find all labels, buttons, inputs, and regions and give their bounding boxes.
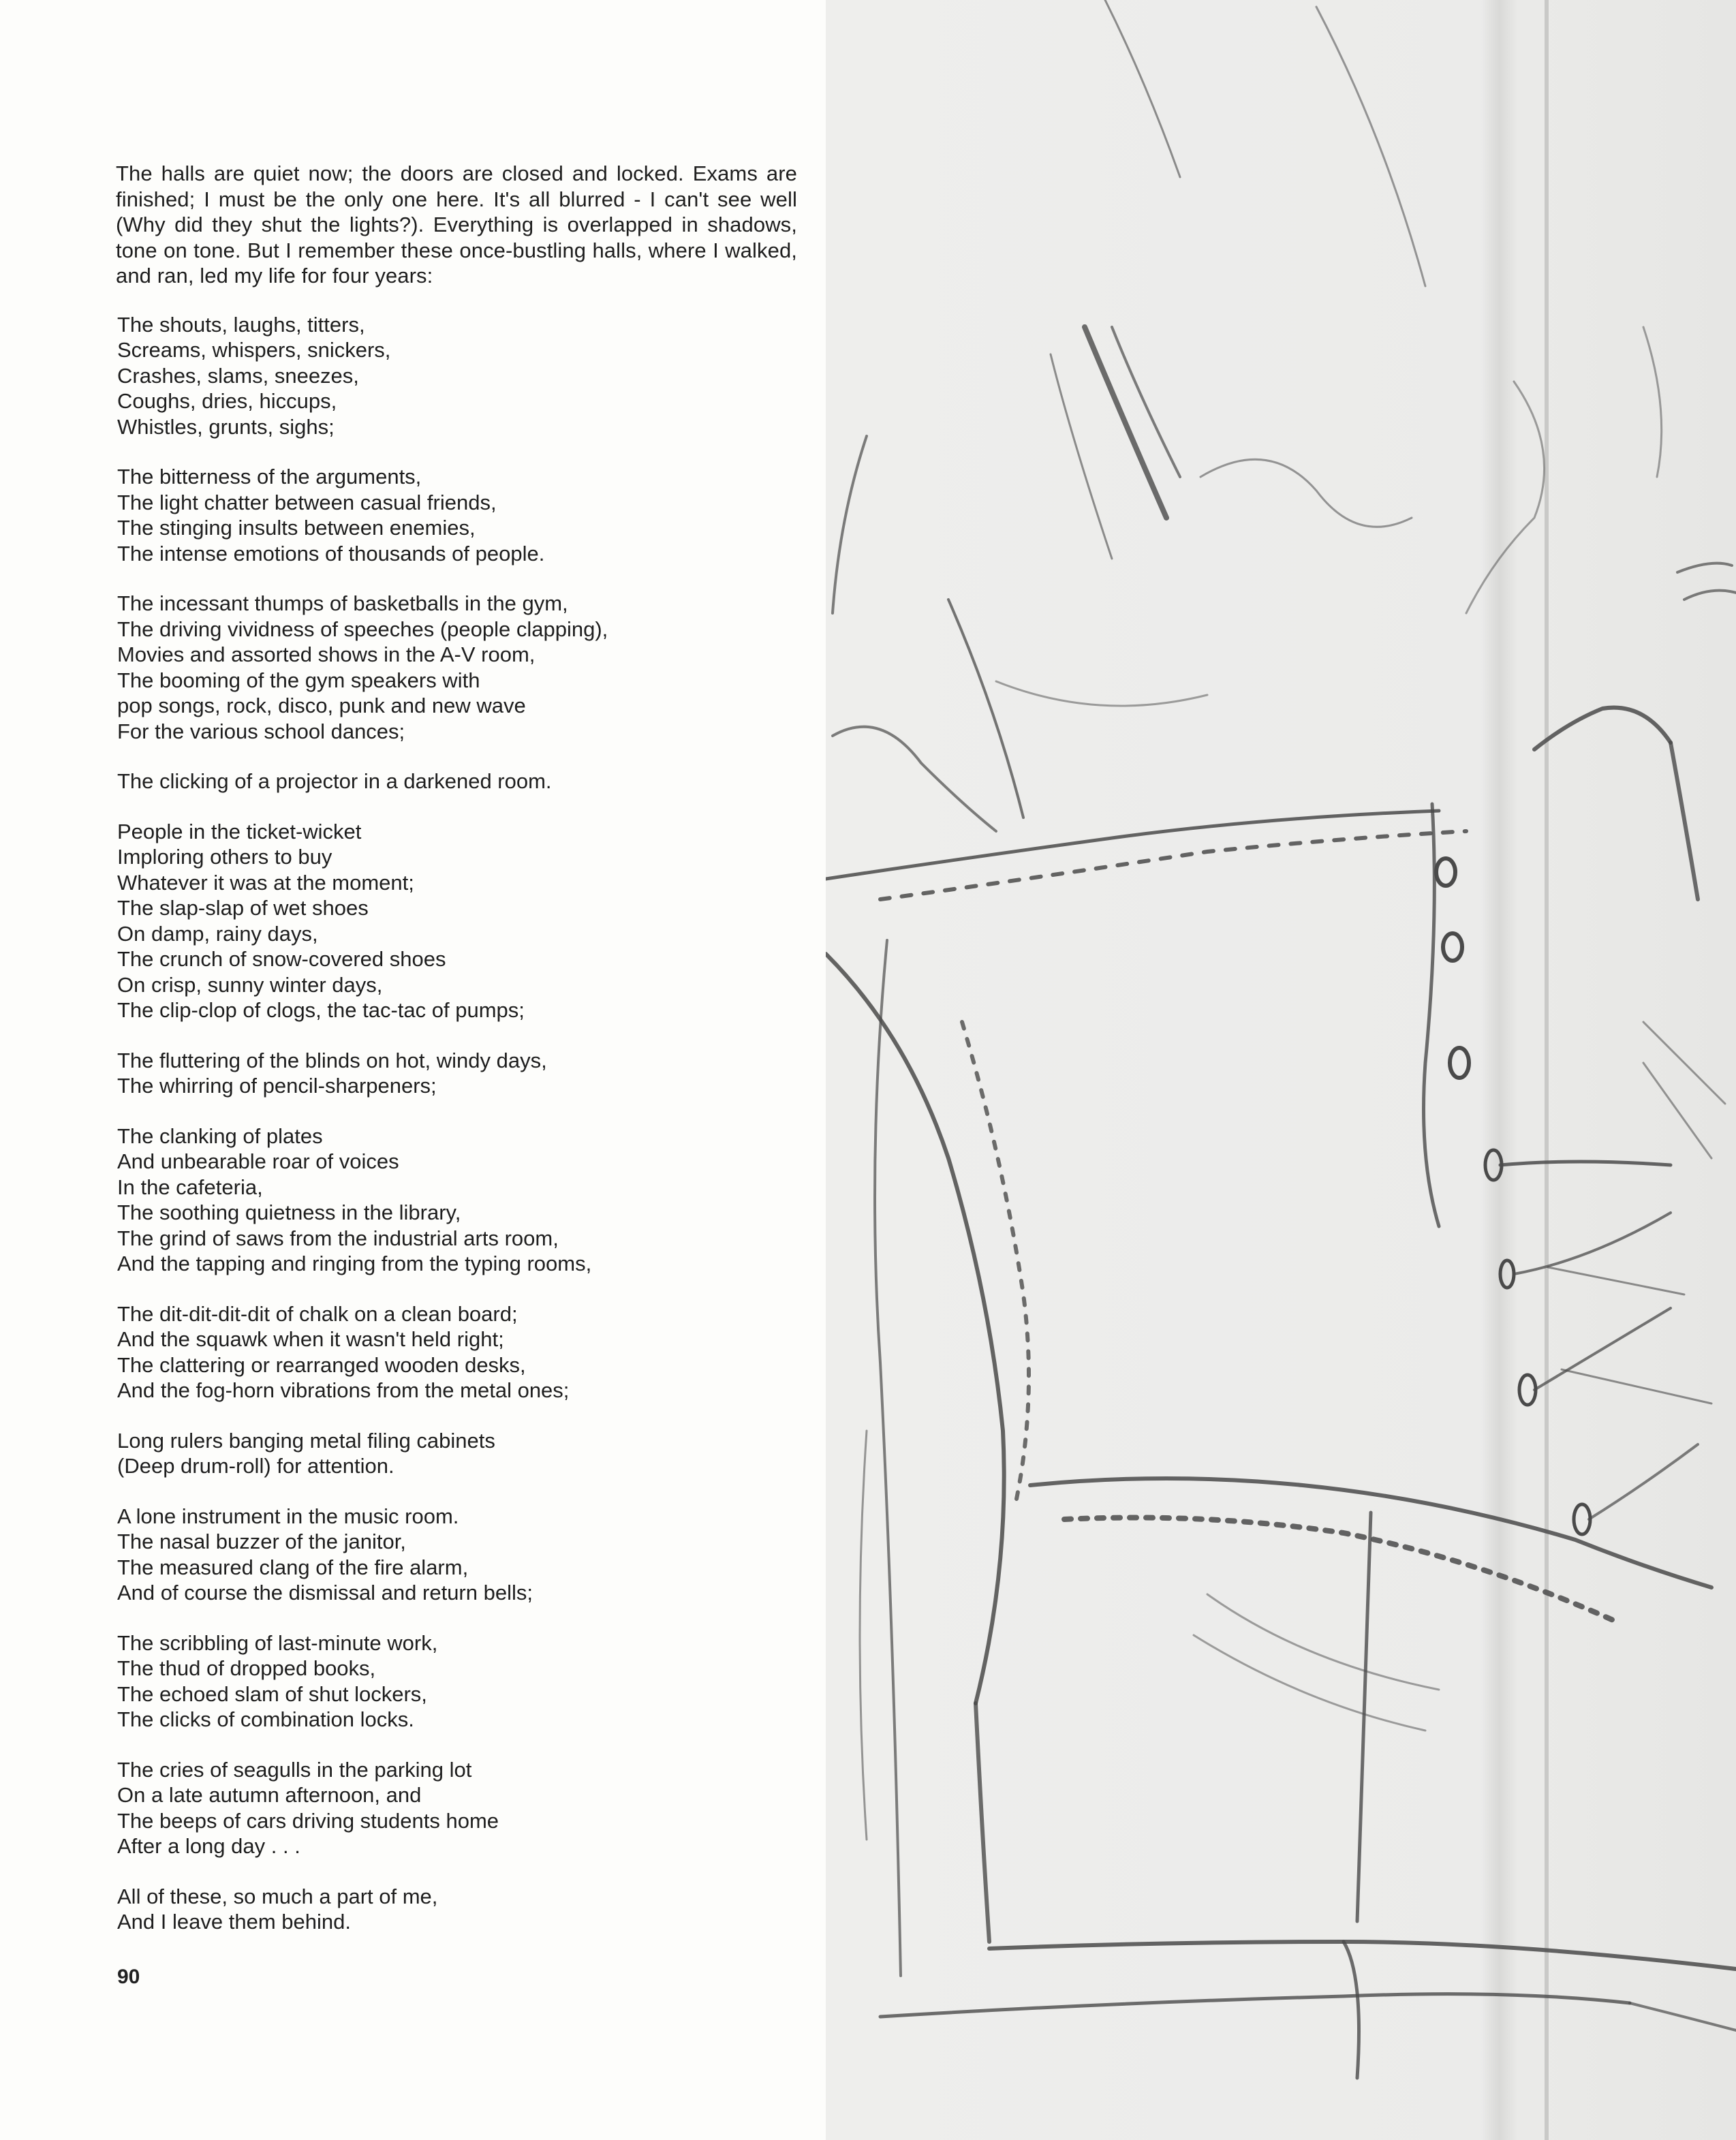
poem-line: And of course the dismissal and return bells; (117, 1581, 533, 1604)
poem-line: A lone instrument in the music room. (117, 1504, 459, 1528)
poem-line: The dit-dit-dit-dit of chalk on a clean board; (117, 1301, 518, 1326)
poem-line: pop songs, rock, disco, punk and new wave (117, 694, 526, 717)
poem-line: The fluttering of the blinds on hot, windy days, (117, 1048, 547, 1072)
poem-line: The soothing quietness in the library, (117, 1200, 461, 1224)
poem-line: The light chatter between casual friends, (117, 490, 497, 514)
poem-line: The slap-slap of wet shoes (117, 896, 369, 920)
poem-line: The measured clang of the fire alarm, (117, 1555, 469, 1579)
poem-line: The crunch of snow-covered shoes (117, 947, 446, 971)
boot-sketch-drawing (826, 0, 1736, 2140)
poem-line: On crisp, sunny winter days, (117, 972, 383, 997)
poem-line: And I leave them behind. (117, 1910, 351, 1934)
poem-line: The clattering or rearranged wooden desks, (117, 1352, 526, 1377)
poem-line: The beeps of cars driving students home (117, 1808, 499, 1833)
poem-line: The clicking of a projector in a darkened room. (117, 769, 552, 793)
poem-line: On a late autumn afternoon, and (117, 1783, 422, 1807)
poem-line: The shouts, laughs, titters, (117, 312, 365, 337)
poem-line: For the various school dances; (117, 719, 405, 743)
poem-line: Imploring others to buy (117, 845, 332, 869)
poem-stanza (116, 1301, 797, 1404)
poem-line: The stinging insults between enemies, (117, 516, 476, 540)
poem-line: Screams, whispers, snickers, (117, 338, 391, 362)
poem-stanza (116, 1504, 797, 1606)
poem-line: Whistles, grunts, sighs; (117, 414, 335, 439)
poem-line: The intense emotions of thousands of people. (117, 541, 545, 565)
poem-line: The clicks of combination locks. (117, 1707, 414, 1731)
poem-line: And unbearable roar of voices (117, 1149, 399, 1173)
poem-stanza (116, 312, 797, 440)
poem-line: And the tapping and ringing from the typing rooms, (117, 1252, 592, 1275)
poem-line: The grind of saws from the industrial arts room, (117, 1226, 559, 1250)
poem-line: The nasal buzzer of the janitor, (117, 1530, 406, 1553)
poem-line: On damp, rainy days, (117, 921, 318, 946)
intro-paragraph: The halls are quiet now; the doors are closed and locked. Exams are finished; I must be the only one here. It's all blurred - I can't see well (Why did they shut the lights?). Everything is overlapped in shadows, tone on tone. But I remember these once-bustling halls, where I walked, and ran, led my life for four years: (116, 161, 797, 288)
poem-stanza (116, 464, 797, 566)
poem-stanza (116, 819, 797, 1023)
poem-line: The thud of dropped books, (117, 1656, 376, 1680)
poem-line: Crashes, slams, sneezes, (117, 363, 359, 388)
poem-stanza (116, 1630, 797, 1733)
poem-stanza (116, 591, 797, 744)
poem-line: The booming of the gym speakers with (117, 668, 480, 692)
poem-line: All of these, so much a part of me, (117, 1884, 438, 1908)
poem-line: The clip-clop of clogs, the tac-tac of pumps; (117, 998, 525, 1022)
poem-stanza (116, 1048, 797, 1099)
poem-stanza (116, 1428, 797, 1479)
poem-line: The driving vividness of speeches (people clapping), (117, 617, 608, 641)
poem-line: People in the ticket-wicket (117, 819, 362, 843)
poem-line: And the fog-horn vibrations from the metal ones; (117, 1378, 570, 1402)
page-number: 90 (117, 1966, 140, 1988)
poem-line: After a long day . . . (117, 1834, 300, 1858)
poem-line: The whirring of pencil-sharpeners; (117, 1074, 437, 1098)
poem-line: And the squawk when it wasn't held right; (117, 1327, 504, 1351)
poem-column (116, 161, 797, 1959)
poem-line: The cries of seagulls in the parking lot (117, 1757, 472, 1782)
poem-line: Movies and assorted shows in the A-V room, (117, 642, 536, 666)
poem-line: (Deep drum-roll) for attention. (117, 1454, 394, 1478)
poem-stanza (116, 1884, 797, 1935)
poem-line: Long rulers banging metal filing cabinets (117, 1428, 495, 1453)
poem-line: The scribbling of last-minute work, (117, 1630, 438, 1655)
poem-line: Coughs, dries, hiccups, (117, 389, 337, 413)
poem-stanza (116, 769, 797, 794)
poem-line: The incessant thumps of basketballs in the gym, (117, 591, 568, 615)
poem-stanzas (116, 312, 797, 1935)
poem-line: Whatever it was at the moment; (117, 870, 414, 895)
poem-line: The bitterness of the arguments, (117, 465, 422, 489)
poem-line: The clanking of plates (117, 1123, 323, 1148)
poem-line: The echoed slam of shut lockers, (117, 1681, 427, 1706)
poem-stanza (116, 1123, 797, 1277)
poem-stanza (116, 1757, 797, 1859)
boot-sketch-illustration (826, 0, 1736, 2140)
poem-line: In the cafeteria, (117, 1175, 263, 1199)
